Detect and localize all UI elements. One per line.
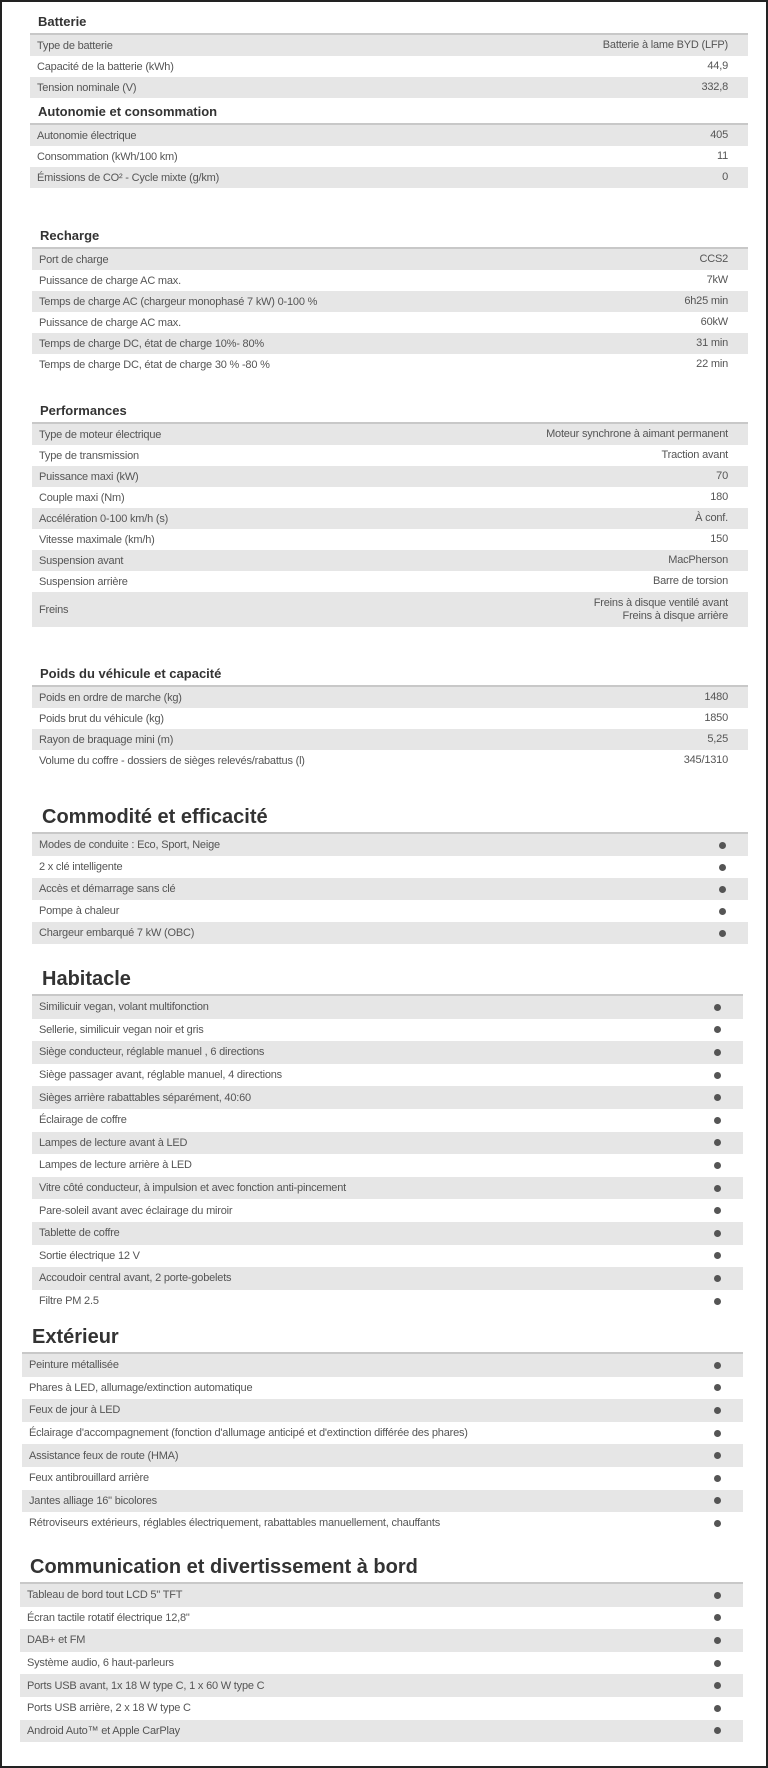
table-row [30, 56, 748, 77]
feature-label: 2 x clé intelligente [39, 861, 123, 873]
table-row [32, 592, 748, 627]
feature-table [22, 1352, 743, 1535]
table-row [32, 270, 748, 291]
section-exterieur [22, 1322, 743, 1535]
list-item [32, 1064, 743, 1087]
included-dot-icon [714, 1049, 721, 1056]
feature-label: Sortie électrique 12 V [39, 1249, 140, 1262]
spec-label: Temps de charge AC (chargeur monophasé 7 kW) 0-100 % [39, 295, 318, 308]
section-autonomie [30, 101, 748, 188]
spec-value: 1480 [704, 691, 728, 703]
included-dot-icon [714, 1362, 721, 1369]
spec-value: 332,8 [701, 81, 728, 93]
table-row [32, 291, 748, 312]
spec-table [30, 33, 748, 98]
feature-label: Tableau de bord tout LCD 5" TFT [27, 1589, 183, 1602]
spec-label: Autonomie électrique [37, 129, 137, 142]
table-row [32, 354, 748, 375]
list-item [22, 1399, 743, 1422]
feature-label: Android Auto™ et Apple CarPlay [27, 1724, 180, 1737]
list-item [32, 1019, 743, 1042]
table-row [30, 167, 748, 188]
table-row [32, 249, 748, 270]
included-dot-icon [719, 930, 726, 937]
list-item [32, 1132, 743, 1155]
list-item [22, 1512, 743, 1535]
section-title: Batterie [38, 14, 87, 29]
feature-label: Éclairage de coffre [39, 1114, 127, 1127]
included-dot-icon [714, 1275, 721, 1282]
spec-value: CCS2 [699, 253, 728, 265]
table-row [32, 529, 748, 550]
spec-label: Port de charge [39, 253, 109, 266]
table-row [32, 708, 748, 729]
spec-label: Volume du coffre - dossiers de sièges relevés/rabattus (l) [39, 754, 305, 767]
table-row [32, 312, 748, 333]
spec-table [30, 123, 748, 188]
list-item [32, 996, 743, 1019]
spec-value: 31 min [696, 337, 728, 349]
section-communication [20, 1552, 743, 1742]
spec-label: Tension nominale (V) [37, 81, 137, 94]
spec-value [594, 597, 728, 623]
feature-label: Ports USB avant, 1x 18 W type C, 1 x 60 W type C [27, 1679, 265, 1692]
feature-label: Vitre côté conducteur, à impulsion et avec fonction anti-pincement [39, 1182, 347, 1195]
spec-table [32, 247, 748, 375]
list-item [20, 1697, 743, 1720]
spec-value: 44,9 [707, 60, 728, 72]
spec-value: 6h25 min [684, 295, 728, 307]
section-habitacle [32, 964, 743, 1312]
table-row [30, 146, 748, 167]
spec-value: MacPherson [668, 554, 728, 566]
included-dot-icon [714, 1162, 721, 1169]
spec-label: Puissance de charge AC max. [39, 274, 181, 287]
section-title: Commodité et efficacité [42, 806, 268, 828]
list-item [32, 834, 748, 856]
list-item [32, 1267, 743, 1290]
included-dot-icon [714, 1139, 721, 1146]
list-item [20, 1584, 743, 1607]
list-item [32, 1290, 743, 1313]
table-row [30, 125, 748, 146]
list-item [20, 1652, 743, 1675]
included-dot-icon [714, 1682, 721, 1689]
list-item [20, 1629, 743, 1652]
spec-value: 70 [716, 470, 728, 482]
spec-label: Puissance de charge AC max. [39, 316, 181, 329]
list-item [20, 1720, 743, 1743]
list-item [20, 1674, 743, 1697]
spec-value: 22 min [696, 358, 728, 370]
included-dot-icon [714, 1207, 721, 1214]
list-item [32, 900, 748, 922]
section-recharge [32, 225, 748, 375]
included-dot-icon [714, 1117, 721, 1124]
list-item [32, 922, 748, 944]
feature-label: Chargeur embarqué 7 kW (OBC) [39, 927, 195, 939]
list-item [20, 1607, 743, 1630]
feature-label: Siège conducteur, réglable manuel , 6 directions [39, 1046, 265, 1059]
list-item [32, 1086, 743, 1109]
feature-label: Sièges arrière rabattables séparément, 40:60 [39, 1091, 251, 1104]
spec-label: Temps de charge DC, état de charge 10%- 80% [39, 337, 264, 350]
feature-label: Pare-soleil avant avec éclairage du miroir [39, 1204, 233, 1217]
spec-value-line: Freins à disque arrière [622, 609, 728, 622]
included-dot-icon [714, 1497, 721, 1504]
feature-label: Feux antibrouillard arrière [29, 1472, 149, 1485]
list-item [22, 1444, 743, 1467]
table-row [32, 424, 748, 445]
spec-value: 180 [710, 491, 728, 503]
list-item [32, 1245, 743, 1268]
list-item [22, 1354, 743, 1377]
spec-label: Suspension avant [39, 554, 124, 567]
spec-label: Émissions de CO² - Cycle mixte (g/km) [37, 171, 220, 184]
included-dot-icon [714, 1298, 721, 1305]
list-item [32, 1154, 743, 1177]
spec-value: 405 [710, 129, 728, 141]
table-row [32, 687, 748, 708]
included-dot-icon [714, 1252, 721, 1259]
table-row [32, 750, 748, 771]
included-dot-icon [714, 1004, 721, 1011]
section-title: Recharge [40, 228, 100, 243]
feature-label: Filtre PM 2.5 [39, 1295, 99, 1308]
feature-label: Peinture métallisée [29, 1359, 119, 1372]
included-dot-icon [714, 1407, 721, 1414]
section-title: Extérieur [32, 1326, 119, 1348]
spec-label: Puissance maxi (kW) [39, 470, 139, 483]
list-item [32, 1199, 743, 1222]
section-title: Communication et divertissement à bord [30, 1556, 418, 1578]
feature-label: Jantes alliage 16" bicolores [29, 1494, 157, 1507]
included-dot-icon [714, 1384, 721, 1391]
table-row [32, 445, 748, 466]
included-dot-icon [714, 1452, 721, 1459]
feature-table [32, 994, 743, 1312]
feature-label: Accès et démarrage sans clé [39, 883, 176, 895]
spec-label: Consommation (kWh/100 km) [37, 150, 178, 163]
section-title: Poids du véhicule et capacité [40, 666, 222, 681]
section-commodite [32, 802, 748, 944]
table-row [32, 571, 748, 592]
section-performances [32, 400, 748, 627]
feature-label: Éclairage d'accompagnement (fonction d'allumage anticipé et d'extinction différée des phares) [29, 1427, 468, 1440]
section-batterie [30, 11, 748, 98]
feature-label: Rétroviseurs extérieurs, réglables électriquement, rabattables manuellement, chauffants [29, 1517, 441, 1530]
included-dot-icon [714, 1094, 721, 1101]
included-dot-icon [714, 1520, 721, 1527]
feature-table [20, 1582, 743, 1742]
spec-value: Traction avant [661, 449, 728, 461]
section-title: Performances [40, 403, 127, 418]
table-row [32, 333, 748, 354]
feature-label: Sellerie, similicuir vegan noir et gris [39, 1023, 204, 1036]
included-dot-icon [719, 886, 726, 893]
table-row [32, 729, 748, 750]
spec-label: Accélération 0-100 km/h (s) [39, 512, 169, 525]
list-item [22, 1490, 743, 1513]
feature-label: Assistance feux de route (HMA) [29, 1449, 179, 1462]
spec-value: 1850 [704, 712, 728, 724]
spec-table [32, 422, 748, 627]
feature-label: Similicuir vegan, volant multifonction [39, 1001, 209, 1014]
section-title: Autonomie et consommation [38, 104, 218, 119]
included-dot-icon [714, 1705, 721, 1712]
list-item [32, 856, 748, 878]
table-row [32, 466, 748, 487]
list-item [32, 878, 748, 900]
included-dot-icon [714, 1637, 721, 1644]
spec-label: Freins [39, 603, 69, 616]
spec-label: Poids brut du véhicule (kg) [39, 712, 164, 725]
list-item [32, 1177, 743, 1200]
section-poids [32, 663, 748, 771]
feature-label: Siège passager avant, réglable manuel, 4 directions [39, 1069, 282, 1082]
spec-table [32, 685, 748, 771]
spec-value: 11 [716, 150, 728, 162]
spec-value: 0 [722, 171, 728, 183]
spec-label: Type de transmission [39, 449, 139, 462]
spec-label: Couple maxi (Nm) [39, 491, 125, 504]
spec-label: Suspension arrière [39, 575, 128, 588]
included-dot-icon [714, 1592, 721, 1599]
included-dot-icon [714, 1727, 721, 1734]
spec-label: Capacité de la batterie (kWh) [37, 60, 174, 73]
included-dot-icon [714, 1475, 721, 1482]
list-item [32, 1109, 743, 1132]
included-dot-icon [719, 908, 726, 915]
included-dot-icon [714, 1072, 721, 1079]
spec-label: Temps de charge DC, état de charge 30 % -80 % [39, 358, 270, 371]
table-row [32, 508, 748, 529]
included-dot-icon [714, 1026, 721, 1033]
spec-value: Barre de torsion [652, 575, 728, 587]
feature-label: Système audio, 6 haut-parleurs [27, 1657, 174, 1670]
section-title: Habitacle [42, 968, 131, 990]
feature-label: DAB+ et FM [27, 1634, 86, 1647]
feature-table [32, 832, 748, 944]
included-dot-icon [714, 1430, 721, 1437]
included-dot-icon [714, 1614, 721, 1621]
spec-value: 7kW [706, 274, 728, 286]
feature-label: Accoudoir central avant, 2 porte-gobelets [39, 1272, 232, 1285]
feature-label: Phares à LED, allumage/extinction automatique [29, 1381, 253, 1394]
spec-value: 150 [710, 533, 728, 545]
table-row [30, 35, 748, 56]
feature-label: Ports USB arrière, 2 x 18 W type C [27, 1702, 191, 1715]
table-row [30, 77, 748, 98]
feature-label: Feux de jour à LED [29, 1404, 121, 1417]
spec-value: Moteur synchrone à aimant permanent [546, 428, 728, 440]
included-dot-icon [714, 1660, 721, 1667]
included-dot-icon [714, 1230, 721, 1237]
feature-label: Écran tactile rotatif électrique 12,8" [27, 1611, 190, 1624]
spec-value: Batterie à lame BYD (LFP) [602, 39, 728, 51]
feature-label: Lampes de lecture avant à LED [39, 1136, 188, 1149]
list-item [32, 1041, 743, 1064]
spec-label: Poids en ordre de marche (kg) [39, 691, 182, 704]
table-row [32, 550, 748, 571]
feature-label: Tablette de coffre [39, 1227, 120, 1240]
feature-label: Pompe à chaleur [39, 905, 120, 917]
spec-label: Rayon de braquage mini (m) [39, 733, 174, 746]
list-item [32, 1222, 743, 1245]
spec-label: Type de batterie [37, 39, 113, 52]
spec-value: À conf. [695, 512, 728, 524]
feature-label: Lampes de lecture arrière à LED [39, 1159, 192, 1172]
included-dot-icon [714, 1185, 721, 1192]
spec-value-line: Freins à disque ventilé avant [593, 596, 728, 609]
spec-label: Vitesse maximale (km/h) [39, 533, 155, 546]
list-item [22, 1467, 743, 1490]
spec-value: 345/1310 [683, 754, 728, 766]
included-dot-icon [719, 864, 726, 871]
spec-label: Type de moteur électrique [39, 428, 162, 441]
spec-value: 5,25 [707, 733, 728, 745]
list-item [22, 1422, 743, 1445]
included-dot-icon [719, 842, 726, 849]
table-row [32, 487, 748, 508]
list-item [22, 1377, 743, 1400]
spec-value: 60kW [700, 316, 728, 328]
feature-label: Modes de conduite : Eco, Sport, Neige [39, 839, 220, 851]
